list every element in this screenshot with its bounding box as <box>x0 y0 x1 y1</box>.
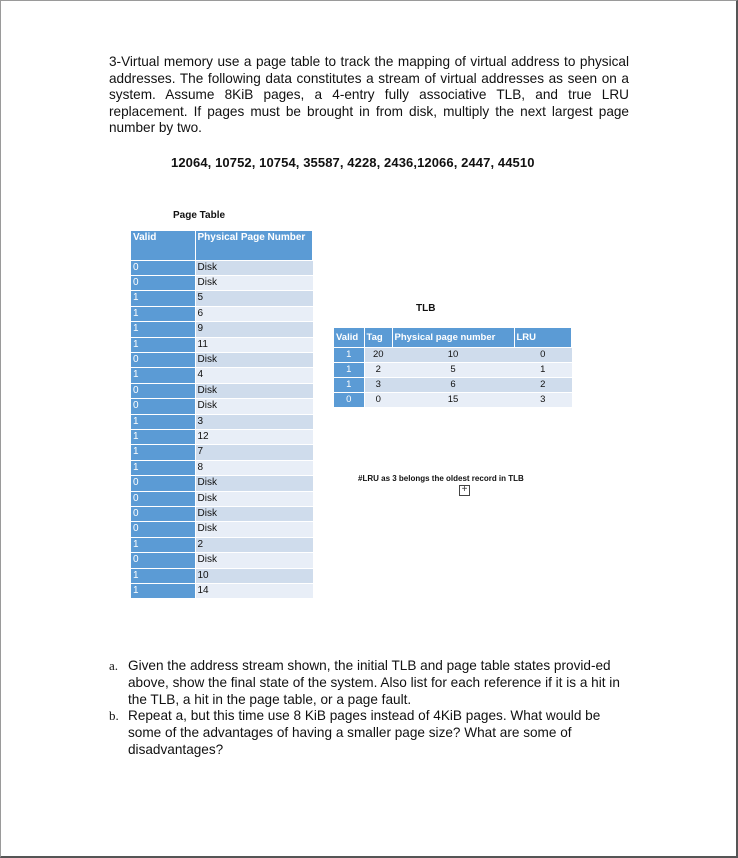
page-table-row <box>131 507 313 522</box>
page-table-row <box>131 522 313 537</box>
page-table-valid-cell: 0 <box>131 553 195 568</box>
question-a <box>109 658 631 708</box>
page-table-valid-cell: 1 <box>131 568 195 583</box>
tlb-valid-cell: 1 <box>334 377 364 392</box>
tlb-header-tag: Tag <box>364 328 392 347</box>
tlb-lru-cell: 3 <box>514 392 572 407</box>
question-b <box>109 708 631 758</box>
page-table-row <box>131 383 313 398</box>
page-table-ppn-cell: 12 <box>195 429 313 444</box>
page-table-header-valid: Valid <box>131 231 195 260</box>
tlb-ppn-cell: 15 <box>392 392 514 407</box>
page-table-valid-cell: 0 <box>131 352 195 367</box>
page-table-ppn-cell: Disk <box>195 522 313 537</box>
page-table-row <box>131 368 313 383</box>
page-table-row <box>131 337 313 352</box>
page-table-valid-cell: 1 <box>131 414 195 429</box>
page-table-row <box>131 352 313 367</box>
page-table-valid-cell: 1 <box>131 306 195 321</box>
tlb-lru-cell: 0 <box>514 347 572 362</box>
page-table-valid-cell: 1 <box>131 322 195 337</box>
tlb-lru-cell: 2 <box>514 377 572 392</box>
page-table-title: Page Table <box>173 210 226 221</box>
page-table-row <box>131 445 313 460</box>
tlb-ppn-cell: 5 <box>392 362 514 377</box>
page-table-header-row <box>131 231 313 260</box>
page-table-ppn-cell: Disk <box>195 383 313 398</box>
tlb-tag-cell: 2 <box>364 362 392 377</box>
page-table-row <box>131 429 313 444</box>
page-table-row <box>131 275 313 290</box>
tlb-row <box>334 347 572 362</box>
page-table-row <box>131 584 313 599</box>
page-table-header-ppn: Physical Page Number <box>195 231 313 260</box>
page-table-row <box>131 322 313 337</box>
page-table-ppn-cell: 5 <box>195 291 313 306</box>
page-table-ppn-cell: 11 <box>195 337 313 352</box>
question-a-text: Given the address stream shown, the initial TLB and page table states provid-ed above, show the final state of the system. Also list for each reference if it is a hit in the TLB, a hit in the page table, or a page fault. <box>128 658 620 707</box>
page-table-row <box>131 260 313 275</box>
page-table-ppn-cell: 8 <box>195 460 313 475</box>
page-table-row <box>131 537 313 552</box>
page-table-valid-cell: 0 <box>131 383 195 398</box>
page-table-ppn-cell: Disk <box>195 491 313 506</box>
page-table-valid-cell: 1 <box>131 537 195 552</box>
tlb-title: TLB <box>416 303 436 314</box>
page-table-valid-cell: 0 <box>131 399 195 414</box>
page-table <box>131 231 313 598</box>
page-table-valid-cell: 0 <box>131 507 195 522</box>
tlb-valid-cell: 0 <box>334 392 364 407</box>
tlb-valid-cell: 1 <box>334 347 364 362</box>
page-table-valid-cell: 1 <box>131 291 195 306</box>
page-table-valid-cell: 1 <box>131 445 195 460</box>
page-table-row <box>131 399 313 414</box>
page-table-row <box>131 460 313 475</box>
page-table-row <box>131 491 313 506</box>
page-table-row <box>131 306 313 321</box>
page-table-ppn-cell: 4 <box>195 368 313 383</box>
page-table-row <box>131 476 313 491</box>
tlb-tag-cell: 0 <box>364 392 392 407</box>
tlb-row <box>334 362 572 377</box>
address-stream: 12064, 10752, 10754, 35587, 4228, 2436,12066, 2447, 44510 <box>171 155 535 170</box>
page-table-row <box>131 414 313 429</box>
tlb-row <box>334 392 572 407</box>
page-table-ppn-cell: Disk <box>195 260 313 275</box>
tlb-ppn-cell: 6 <box>392 377 514 392</box>
question-b-marker: b. <box>109 708 119 724</box>
tlb-lru-cell: 1 <box>514 362 572 377</box>
page-table-valid-cell: 1 <box>131 584 195 599</box>
tlb-header-ppn: Physical page number <box>392 328 514 347</box>
page-table-ppn-cell: Disk <box>195 507 313 522</box>
page-table-ppn-cell: Disk <box>195 399 313 414</box>
page-table-valid-cell: 1 <box>131 337 195 352</box>
page-table-valid-cell: 0 <box>131 476 195 491</box>
page-table-ppn-cell: Disk <box>195 553 313 568</box>
page-table-ppn-cell: 2 <box>195 537 313 552</box>
page-table-valid-cell: 0 <box>131 275 195 290</box>
tlb-ppn-cell: 10 <box>392 347 514 362</box>
page-table-ppn-cell: 3 <box>195 414 313 429</box>
page-table-ppn-cell: 14 <box>195 584 313 599</box>
tlb-row <box>334 377 572 392</box>
page-table-row <box>131 291 313 306</box>
question-a-marker: a. <box>109 658 119 673</box>
page-table-ppn-cell: 9 <box>195 322 313 337</box>
tlb-tag-cell: 20 <box>364 347 392 362</box>
page-table-valid-cell: 0 <box>131 491 195 506</box>
tlb-header-row <box>334 328 572 347</box>
tlb-header-lru: LRU <box>514 328 572 347</box>
page-table-ppn-cell: 7 <box>195 445 313 460</box>
page-table-row <box>131 553 313 568</box>
page-table-ppn-cell: Disk <box>195 476 313 491</box>
page-table-ppn-cell: 10 <box>195 568 313 583</box>
problem-statement: 3-Virtual memory use a page table to track the mapping of virtual address to physical addresses. The following data constitutes a stream of virtual addresses as seen on a system. Assume 8KiB pages, a 4-entry fully associative TLB, and true LRU replacement. If pages must be brought in from disk, multiply the next largest page number by two. <box>109 54 629 136</box>
page-table-valid-cell: 1 <box>131 429 195 444</box>
page-table-row <box>131 568 313 583</box>
page-table-valid-cell: 1 <box>131 460 195 475</box>
tlb-table <box>334 328 572 407</box>
lru-note: #LRU as 3 belongs the oldest record in TLB <box>358 474 524 483</box>
tlb-tag-cell: 3 <box>364 377 392 392</box>
question-b-text: Repeat a, but this time use 8 KiB pages instead of 4KiB pages. What would be some of the advantages of having a smaller page size? What are some of disadvantages? <box>128 708 601 757</box>
tlb-header-valid: Valid <box>334 328 364 347</box>
page-table-ppn-cell: Disk <box>195 352 313 367</box>
page-table-valid-cell: 0 <box>131 522 195 537</box>
table-move-handle-icon[interactable]: + <box>459 485 470 496</box>
questions <box>109 658 631 759</box>
page-table-valid-cell: 0 <box>131 260 195 275</box>
tlb-valid-cell: 1 <box>334 362 364 377</box>
page-table-valid-cell: 1 <box>131 368 195 383</box>
page-table-ppn-cell: 6 <box>195 306 313 321</box>
page-table-ppn-cell: Disk <box>195 275 313 290</box>
